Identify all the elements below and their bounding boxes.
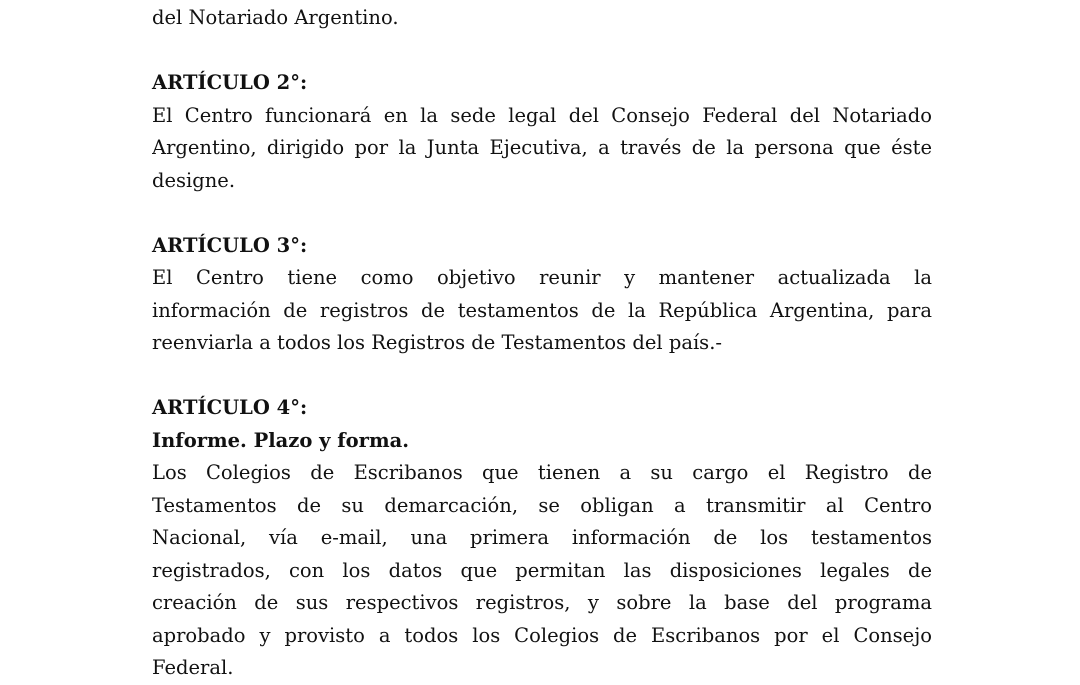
article-line: creación de sus respectivos registros, y sobre la base del programa [152,591,932,614]
article-subheading: Informe. Plazo y forma. [152,428,410,452]
article-line: El Centro funcionará en la sede legal del Consejo Federal del Notariado [152,103,932,127]
article-heading: ARTÍCULO 4°: [152,396,308,419]
intro-line: del Notariado Argentino. [152,6,399,29]
article-line: reenviarla a todos los Registros de Testamentos del país.- [152,331,722,354]
article-line: Federal. [152,656,234,679]
article-3 [152,230,932,360]
article-line: designe. [152,168,236,192]
article-heading: ARTÍCULO 3°: [152,233,308,257]
paragraph-gap [152,197,932,230]
article-line: Testamentos de su demarcación, se obligan a transmitir al Centro [152,493,932,517]
article-heading: ARTÍCULO 2°: [152,71,308,94]
article-line: registrados, con los datos que permitan las disposiciones legales de [152,558,932,582]
paragraph-gap [152,35,932,68]
article-2 [152,67,932,197]
article-4 [152,392,932,685]
document-page [152,2,932,685]
article-line: Los Colegios de Escribanos que tienen a su cargo el Registro de [152,461,932,484]
paragraph-gap [152,360,932,393]
article-line: Argentino, dirigido por la Junta Ejecutiva, a través de la persona que éste [152,136,932,159]
article-line: El Centro tiene como objetivo reunir y mantener actualizada la [152,266,932,289]
article-line: aprobado y provisto a todos los Colegios de Escribanos por el Consejo [152,623,932,647]
article-line: información de registros de testamentos de la República Argentina, para [152,298,932,322]
article-line: Nacional, vía e-mail, una primera información de los testamentos [152,526,932,549]
